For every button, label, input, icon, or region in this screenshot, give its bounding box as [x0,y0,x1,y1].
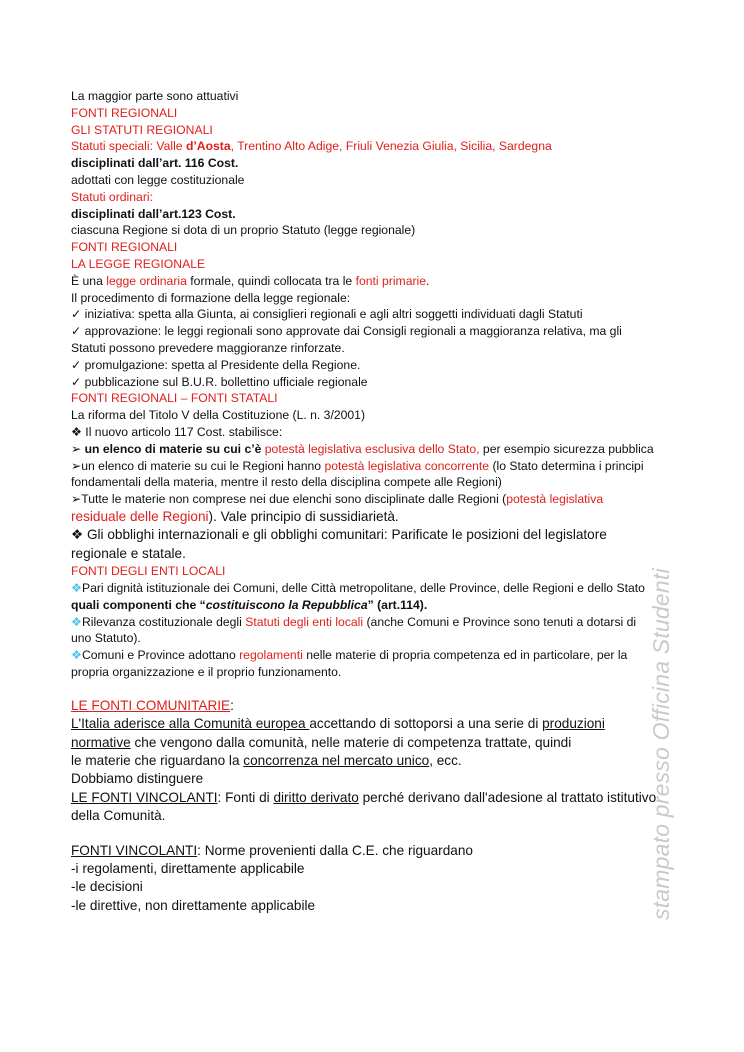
text-line: Statuti ordinari: [71,189,153,204]
text-line: disciplinati dall’art. 116 Cost. [71,156,239,171]
section-heading: FONTI REGIONALI – FONTI STATALI [71,391,278,406]
list-item: ✓ pubblicazione sul B.U.R. bollettino ufficiale regionale [71,374,368,389]
check-icon: ✓ [71,307,82,322]
document-page [71,88,681,915]
diamond-icon: ❖ [71,580,82,595]
check-icon: ✓ [71,324,82,339]
text-line: ciascuna Regione si dota di un proprio Statuto (legge regionale) [71,223,416,238]
text-line: ❖ Il nuovo articolo 117 Cost. stabilisce: [71,424,283,439]
diamond-icon: ❖ [71,648,82,663]
list-item: ❖Comuni e Province adottano regolamenti nelle materie di propria competenza ed in particolare, per la [71,648,628,663]
watermark: stampato presso Officina Studenti [648,568,674,920]
text-line: La riforma del Titolo V della Costituzione (L. n. 3/2001) [71,408,366,423]
list-item: ✓ iniziativa: spetta alla Giunta, ai consiglieri regionali e agli altri soggetti individuati dagli Statuti [71,307,583,322]
text-line: residuale delle Regioni). Vale principio di sussidiarietà. [71,508,399,524]
text-line: adottati con legge costituzionale [71,172,245,187]
list-item: ➢un elenco di materie su cui le Regioni hanno potestà legislativa concorrente (lo Stato determina i principi [71,458,644,473]
text-line: propria organizzazione e il proprio funzionamento. [71,664,342,679]
text-line: della Comunità. [71,808,166,824]
text-line: ❖ Gli obblighi internazionali e gli obblighi comunitari: Parificate le posizioni del legislatore [71,527,607,543]
text-line: La maggior parte sono attuativi [71,89,239,103]
text-line: regionale e statale. [71,545,186,561]
text-line: quali componenti che “costituiscono la Repubblica” (art.114). [71,597,428,612]
text-line: FONTI VINCOLANTI: Norme provenienti dalla C.E. che riguardano [71,842,473,858]
text-line: Dobbiamo distinguere [71,771,204,787]
arrow-icon: ➢ [71,458,82,473]
text-line: Statuti speciali: Valle d’Aosta, Trentino Alto Adige, Friuli Venezia Giulia, Sicilia, Sardegna [71,139,552,154]
list-item: -le decisioni [71,879,143,895]
list-item: -le direttive, non direttamente applicabile [71,897,316,913]
text-line: È una legge ordinaria formale, quindi collocata tra le fonti primarie. [71,273,430,288]
section-heading: FONTI REGIONALI [71,240,178,255]
list-item: -i regolamenti, direttamente applicabile [71,860,305,876]
list-item: ➢Tutte le materie non comprese nei due elenchi sono disciplinate dalle Regioni (potestà legislativa [71,492,604,507]
text-line: le materie che riguardano la concorrenza nel mercato unico, ecc. [71,752,462,768]
text-line: fondamentali della materia, mentre il resto della disciplina compete alle Regioni) [71,475,502,490]
section-heading: LE FONTI COMUNITARIE: [71,697,234,713]
arrow-icon: ➢ [71,492,82,507]
text-line: Il procedimento di formazione della legge regionale: [71,290,351,305]
text-line: uno Statuto). [71,631,141,646]
section-heading: LA LEGGE REGIONALE [71,256,206,271]
list-item: ✓ promulgazione: spetta al Presidente della Regione. [71,357,361,372]
text-line: L'Italia aderisce alla Comunità europea accettando di sottoporsi a una serie di produzioni [71,716,605,732]
section-heading: FONTI REGIONALI [71,105,178,120]
text-line: Statuti possono prevedere maggioranze rinforzate. [71,340,345,355]
check-icon: ✓ [71,374,82,389]
text-line: disciplinati dall’art.123 Cost. [71,206,236,221]
arrow-icon: ➢ [71,441,82,456]
list-item: ➢ un elenco di materie su cui c’è potestà legislativa esclusiva dello Stato, per esempio sicurezza pubblica [71,441,654,456]
section-heading: FONTI DEGLI ENTI LOCALI [71,564,226,579]
diamond-icon: ❖ [71,614,82,629]
check-icon: ✓ [71,357,82,372]
text-line: normative che vengono dalla comunità, nelle materie di competenza trattate, quindi [71,734,572,750]
list-item: ❖Pari dignità istituzionale dei Comuni, delle Città metropolitane, delle Province, delle Regioni e dello Stato [71,580,645,595]
section-heading: GLI STATUTI REGIONALI [71,122,213,137]
spacer [71,681,681,697]
spacer [71,826,681,842]
text-line: LE FONTI VINCOLANTI: Fonti di diritto derivato perché derivano dall'adesione al trattato istitutivo [71,789,657,805]
list-item: ❖Rilevanza costituzionale degli Statuti degli enti locali (anche Comuni e Province sono tenuti a dotarsi di [71,614,637,629]
list-item: ✓ approvazione: le leggi regionali sono approvate dai Consigli regionali a maggioranza relativa, ma gli [71,324,622,339]
